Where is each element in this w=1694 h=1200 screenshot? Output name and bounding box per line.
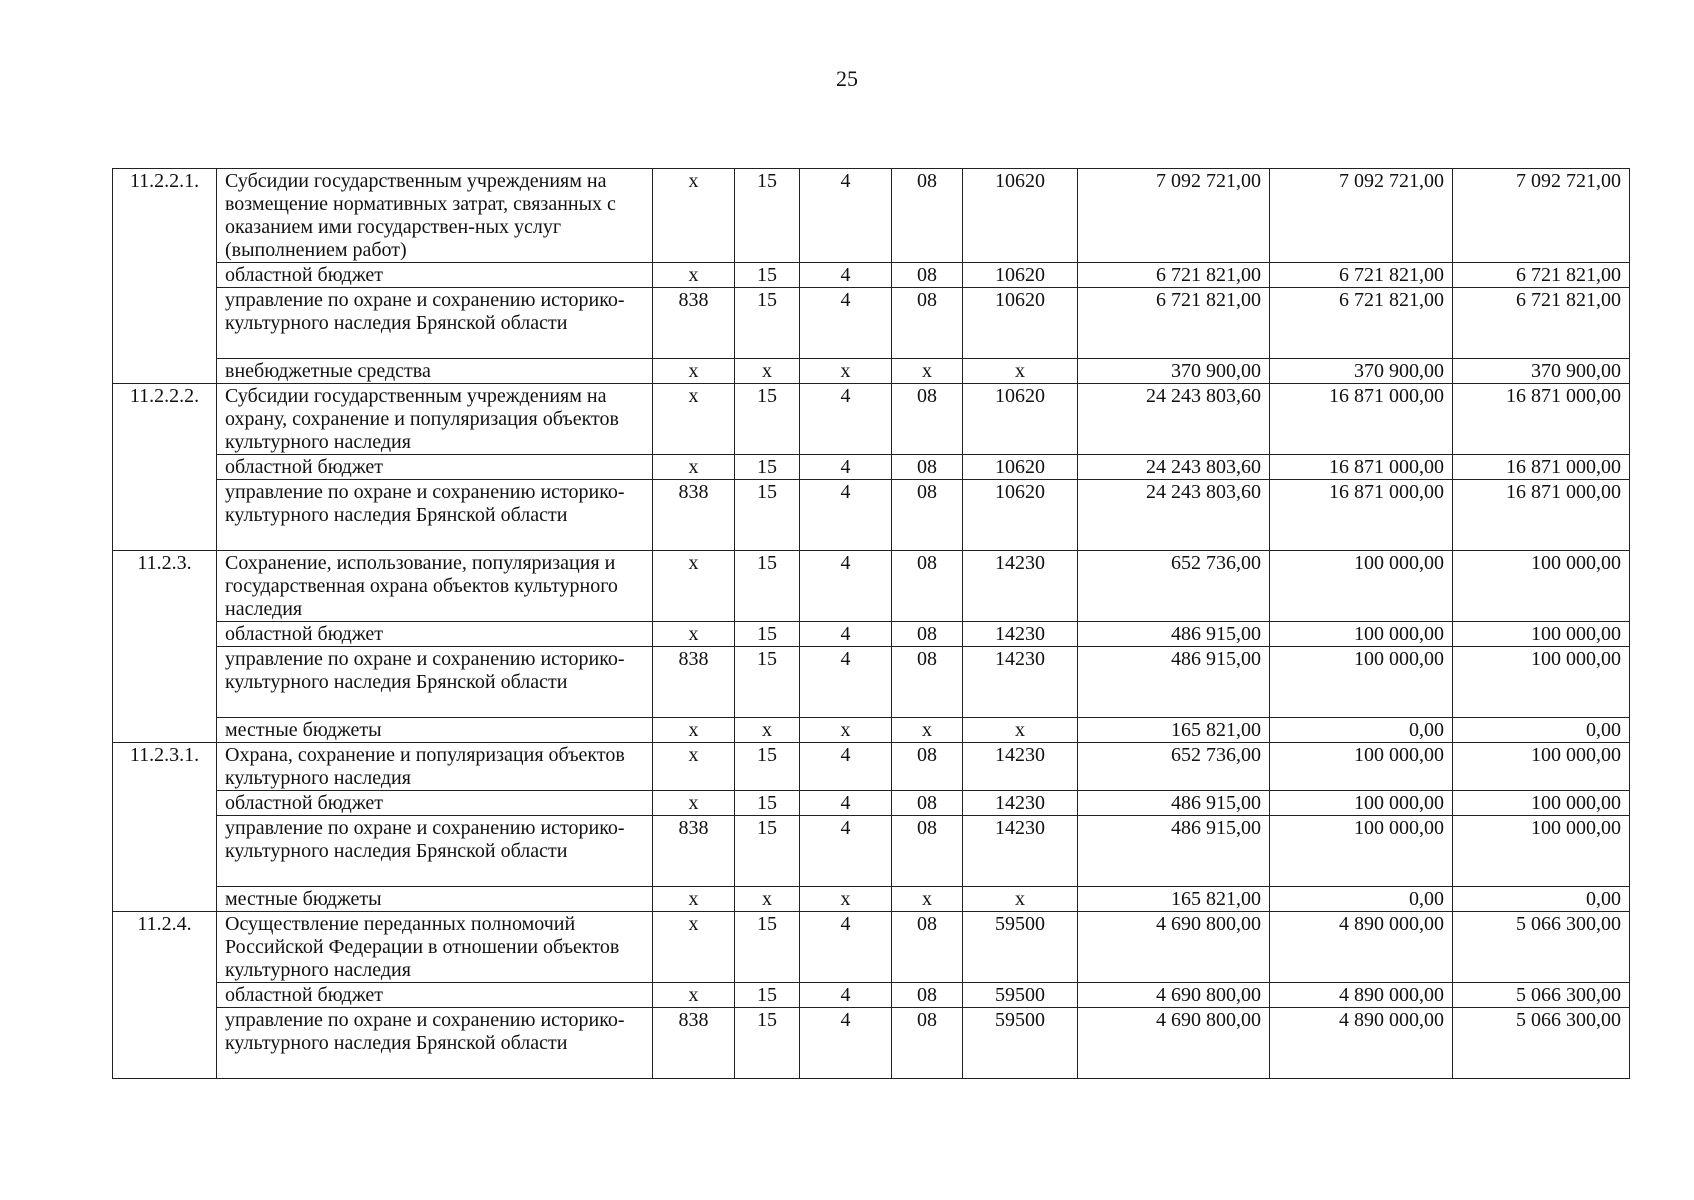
table-row (113, 263, 1630, 288)
direction-code: 10620 (963, 263, 1078, 288)
amount-year3: 100 000,00 (1453, 816, 1630, 887)
amount-year1: 486 915,00 (1078, 622, 1270, 647)
amount-year3: 6 721 821,00 (1453, 263, 1630, 288)
subprogram-code: 4 (800, 169, 892, 263)
direction-code: 10620 (963, 288, 1078, 359)
amount-year1: 486 915,00 (1078, 791, 1270, 816)
direction-code: 14230 (963, 551, 1078, 622)
amount-year3: 100 000,00 (1453, 622, 1630, 647)
activity-code: 08 (892, 288, 963, 359)
grbs-code: x (653, 622, 735, 647)
amount-year2: 370 900,00 (1270, 359, 1453, 384)
grbs-code: x (653, 718, 735, 743)
row-title: Осуществление переданных полномочий Российской Федерации в отношении объектов культурного наследия (217, 912, 653, 983)
amount-year1: 165 821,00 (1078, 887, 1270, 912)
program-code: 15 (735, 743, 800, 791)
activity-code: 08 (892, 384, 963, 455)
direction-code: x (963, 887, 1078, 912)
direction-code: 10620 (963, 455, 1078, 480)
amount-year2: 6 721 821,00 (1270, 288, 1453, 359)
direction-code: 10620 (963, 169, 1078, 263)
amount-year3: 100 000,00 (1453, 551, 1630, 622)
grbs-code: 838 (653, 1008, 735, 1079)
amount-year2: 100 000,00 (1270, 551, 1453, 622)
amount-year1: 165 821,00 (1078, 718, 1270, 743)
grbs-code: x (653, 887, 735, 912)
activity-code: x (892, 718, 963, 743)
direction-code: 14230 (963, 791, 1078, 816)
row-title: местные бюджеты (217, 887, 653, 912)
row-title: областной бюджет (217, 455, 653, 480)
amount-year1: 4 690 800,00 (1078, 983, 1270, 1008)
subprogram-code: 4 (800, 983, 892, 1008)
amount-year1: 24 243 803,60 (1078, 480, 1270, 551)
activity-code: 08 (892, 647, 963, 718)
amount-year3: 100 000,00 (1453, 647, 1630, 718)
row-title: управление по охране и сохранению историко-культурного наследия Брянской области (217, 480, 653, 551)
subprogram-code: 4 (800, 455, 892, 480)
program-code: x (735, 887, 800, 912)
amount-year2: 0,00 (1270, 718, 1453, 743)
program-code: 15 (735, 480, 800, 551)
row-number: 11.2.2.1. (113, 169, 217, 384)
subprogram-code: 4 (800, 1008, 892, 1079)
program-code: 15 (735, 647, 800, 718)
subprogram-code: 4 (800, 912, 892, 983)
amount-year2: 4 890 000,00 (1270, 1008, 1453, 1079)
amount-year2: 100 000,00 (1270, 622, 1453, 647)
table-row (113, 743, 1630, 791)
direction-code: 59500 (963, 1008, 1078, 1079)
amount-year3: 5 066 300,00 (1453, 1008, 1630, 1079)
activity-code: 08 (892, 455, 963, 480)
row-number: 11.2.3.1. (113, 743, 217, 912)
amount-year1: 486 915,00 (1078, 816, 1270, 887)
subprogram-code: 4 (800, 263, 892, 288)
subprogram-code: 4 (800, 743, 892, 791)
row-title: Охрана, сохранение и популяризация объектов культурного наследия (217, 743, 653, 791)
amount-year1: 4 690 800,00 (1078, 912, 1270, 983)
table-row (113, 791, 1630, 816)
row-title: управление по охране и сохранению историко-культурного наследия Брянской области (217, 647, 653, 718)
table-row (113, 359, 1630, 384)
subprogram-code: 4 (800, 647, 892, 718)
subprogram-code: 4 (800, 551, 892, 622)
direction-code: 59500 (963, 983, 1078, 1008)
subprogram-code: 4 (800, 816, 892, 887)
activity-code: 08 (892, 791, 963, 816)
grbs-code: 838 (653, 480, 735, 551)
program-code: 15 (735, 169, 800, 263)
activity-code: 08 (892, 983, 963, 1008)
amount-year2: 100 000,00 (1270, 816, 1453, 887)
row-number: 11.2.2.2. (113, 384, 217, 551)
program-code: 15 (735, 1008, 800, 1079)
subprogram-code: 4 (800, 384, 892, 455)
amount-year3: 16 871 000,00 (1453, 384, 1630, 455)
direction-code: x (963, 359, 1078, 384)
row-number: 11.2.4. (113, 912, 217, 1079)
amount-year1: 4 690 800,00 (1078, 1008, 1270, 1079)
program-code: 15 (735, 455, 800, 480)
program-code: 15 (735, 288, 800, 359)
row-title: местные бюджеты (217, 718, 653, 743)
direction-code: 10620 (963, 384, 1078, 455)
grbs-code: x (653, 912, 735, 983)
amount-year2: 16 871 000,00 (1270, 455, 1453, 480)
amount-year2: 6 721 821,00 (1270, 263, 1453, 288)
row-title: областной бюджет (217, 983, 653, 1008)
table-row (113, 622, 1630, 647)
row-title: управление по охране и сохранению историко-культурного наследия Брянской области (217, 816, 653, 887)
program-code: x (735, 359, 800, 384)
program-code: 15 (735, 263, 800, 288)
activity-code: 08 (892, 816, 963, 887)
activity-code: 08 (892, 622, 963, 647)
amount-year2: 4 890 000,00 (1270, 983, 1453, 1008)
row-title: Субсидии государственным учреждениям на охрану, сохранение и популяризация объектов культурного наследия (217, 384, 653, 455)
amount-year2: 7 092 721,00 (1270, 169, 1453, 263)
grbs-code: 838 (653, 288, 735, 359)
row-title: Сохранение, использование, популяризация и государственная охрана объектов культурного наследия (217, 551, 653, 622)
table-row (113, 455, 1630, 480)
table-row (113, 912, 1630, 983)
grbs-code: x (653, 169, 735, 263)
direction-code: 14230 (963, 743, 1078, 791)
row-title: областной бюджет (217, 263, 653, 288)
grbs-code: 838 (653, 647, 735, 718)
row-title: областной бюджет (217, 622, 653, 647)
activity-code: x (892, 887, 963, 912)
amount-year3: 0,00 (1453, 887, 1630, 912)
table-row (113, 887, 1630, 912)
activity-code: 08 (892, 480, 963, 551)
table-row (113, 551, 1630, 622)
amount-year2: 4 890 000,00 (1270, 912, 1453, 983)
amount-year3: 0,00 (1453, 718, 1630, 743)
direction-code: 59500 (963, 912, 1078, 983)
table-row (113, 1008, 1630, 1079)
row-title: управление по охране и сохранению историко-культурного наследия Брянской области (217, 1008, 653, 1079)
amount-year2: 16 871 000,00 (1270, 384, 1453, 455)
amount-year1: 370 900,00 (1078, 359, 1270, 384)
amount-year1: 6 721 821,00 (1078, 288, 1270, 359)
grbs-code: x (653, 384, 735, 455)
grbs-code: x (653, 791, 735, 816)
amount-year2: 16 871 000,00 (1270, 480, 1453, 551)
page-number: 25 (836, 66, 858, 91)
activity-code: 08 (892, 1008, 963, 1079)
amount-year1: 7 092 721,00 (1078, 169, 1270, 263)
program-code: 15 (735, 791, 800, 816)
direction-code: 14230 (963, 647, 1078, 718)
table-row (113, 816, 1630, 887)
subprogram-code: x (800, 718, 892, 743)
table-row (113, 983, 1630, 1008)
amount-year2: 100 000,00 (1270, 743, 1453, 791)
program-code: 15 (735, 983, 800, 1008)
direction-code: 14230 (963, 622, 1078, 647)
activity-code: 08 (892, 551, 963, 622)
program-code: 15 (735, 622, 800, 647)
row-title: областной бюджет (217, 791, 653, 816)
direction-code: 14230 (963, 816, 1078, 887)
row-title: внебюджетные средства (217, 359, 653, 384)
grbs-code: x (653, 263, 735, 288)
amount-year1: 652 736,00 (1078, 551, 1270, 622)
direction-code: x (963, 718, 1078, 743)
table-row (113, 718, 1630, 743)
row-title: управление по охране и сохранению историко-культурного наследия Брянской области (217, 288, 653, 359)
activity-code: 08 (892, 743, 963, 791)
amount-year3: 100 000,00 (1453, 791, 1630, 816)
amount-year3: 16 871 000,00 (1453, 480, 1630, 551)
subprogram-code: x (800, 359, 892, 384)
activity-code: 08 (892, 263, 963, 288)
amount-year1: 24 243 803,60 (1078, 384, 1270, 455)
amount-year3: 7 092 721,00 (1453, 169, 1630, 263)
row-number: 11.2.3. (113, 551, 217, 743)
grbs-code: x (653, 359, 735, 384)
amount-year3: 5 066 300,00 (1453, 912, 1630, 983)
table-row (113, 169, 1630, 263)
direction-code: 10620 (963, 480, 1078, 551)
program-code: x (735, 718, 800, 743)
program-code: 15 (735, 912, 800, 983)
subprogram-code: 4 (800, 791, 892, 816)
table-row (113, 480, 1630, 551)
table-row (113, 384, 1630, 455)
amount-year2: 0,00 (1270, 887, 1453, 912)
grbs-code: x (653, 551, 735, 622)
activity-code: 08 (892, 169, 963, 263)
table-row (113, 288, 1630, 359)
amount-year2: 100 000,00 (1270, 791, 1453, 816)
amount-year1: 24 243 803,60 (1078, 455, 1270, 480)
subprogram-code: 4 (800, 480, 892, 551)
amount-year3: 6 721 821,00 (1453, 288, 1630, 359)
amount-year3: 5 066 300,00 (1453, 983, 1630, 1008)
activity-code: x (892, 359, 963, 384)
amount-year3: 370 900,00 (1453, 359, 1630, 384)
amount-year2: 100 000,00 (1270, 647, 1453, 718)
grbs-code: x (653, 743, 735, 791)
amount-year3: 100 000,00 (1453, 743, 1630, 791)
activity-code: 08 (892, 912, 963, 983)
program-code: 15 (735, 384, 800, 455)
grbs-code: x (653, 455, 735, 480)
row-title: Субсидии государственным учреждениям на возмещение нормативных затрат, связанных с оказанием ими государствен-ных услуг (выполнением работ) (217, 169, 653, 263)
subprogram-code: 4 (800, 622, 892, 647)
amount-year1: 652 736,00 (1078, 743, 1270, 791)
table-row (113, 647, 1630, 718)
program-code: 15 (735, 551, 800, 622)
amount-year3: 16 871 000,00 (1453, 455, 1630, 480)
subprogram-code: x (800, 887, 892, 912)
grbs-code: x (653, 983, 735, 1008)
amount-year1: 486 915,00 (1078, 647, 1270, 718)
amount-year1: 6 721 821,00 (1078, 263, 1270, 288)
budget-table (112, 168, 1630, 1079)
program-code: 15 (735, 816, 800, 887)
grbs-code: 838 (653, 816, 735, 887)
subprogram-code: 4 (800, 288, 892, 359)
